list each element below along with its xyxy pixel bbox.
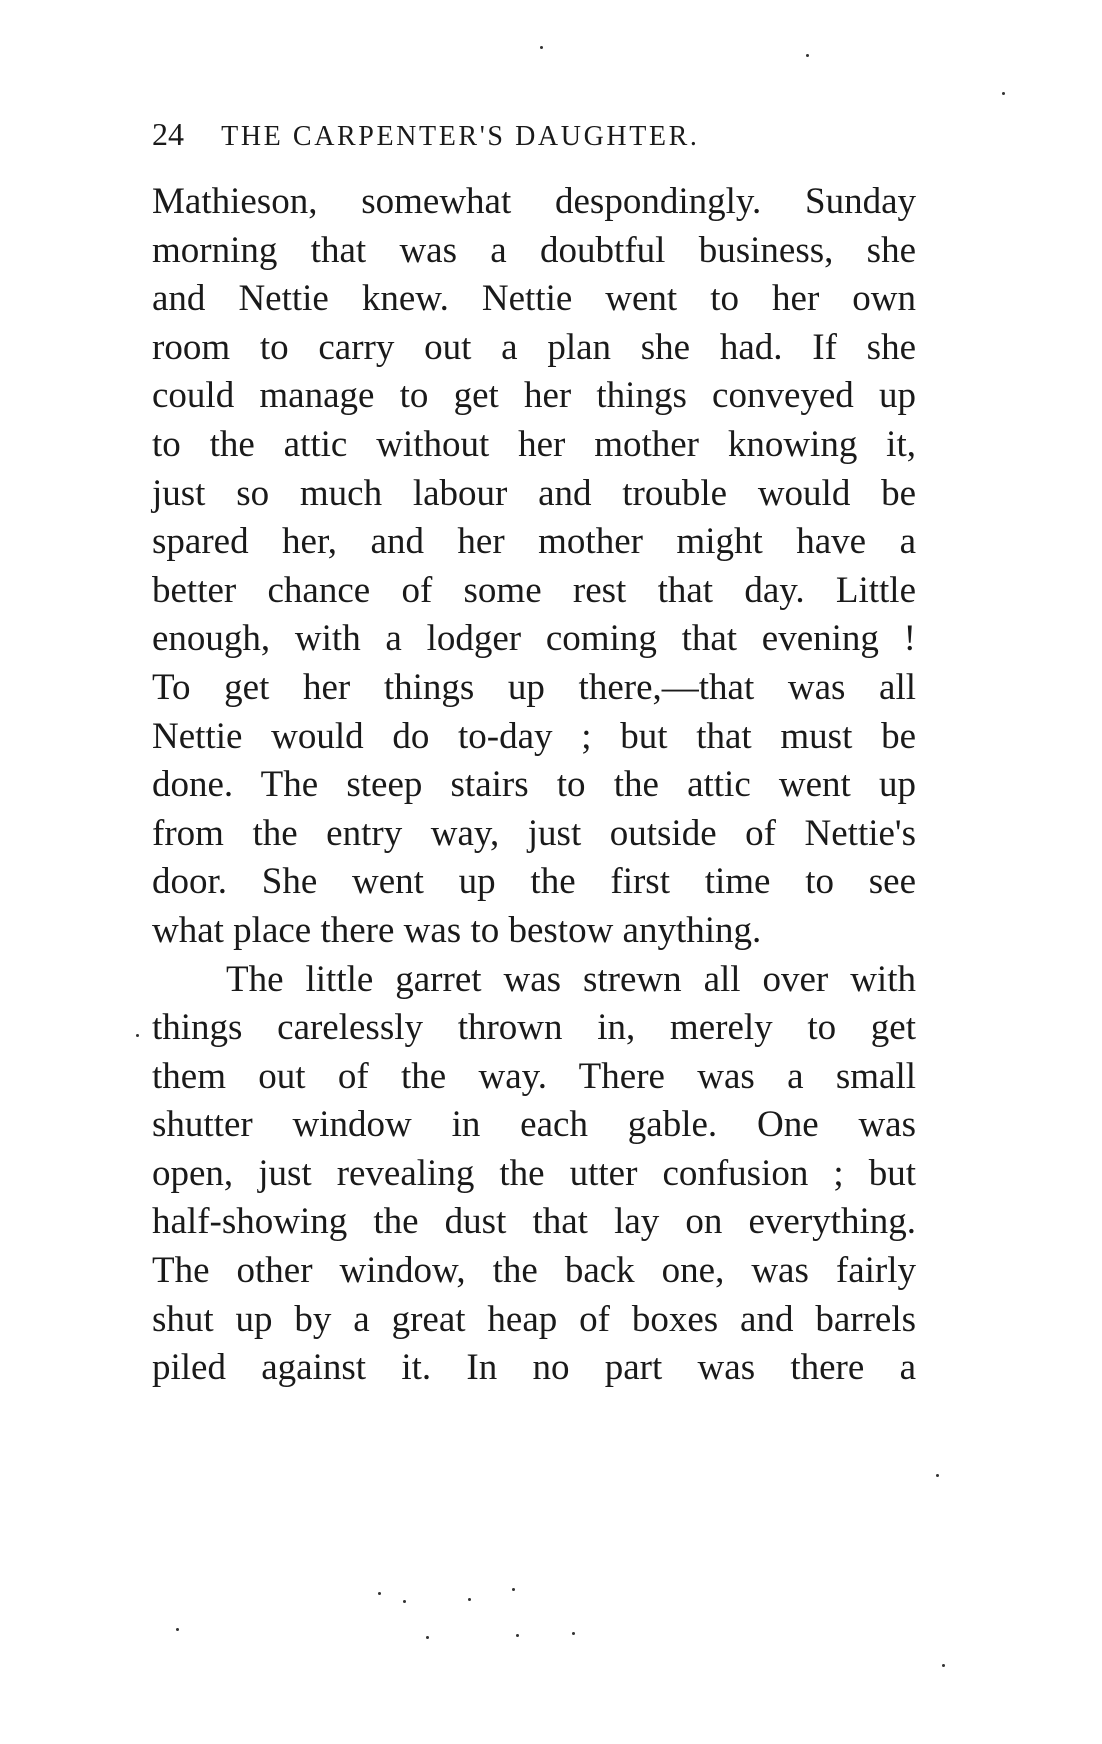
scan-speck	[426, 1636, 429, 1639]
text-line: what place there was to bestow anything.	[152, 909, 762, 951]
text-line: things carelessly thrown in, merely to get	[152, 1007, 916, 1049]
scan-speck	[942, 1664, 945, 1667]
scan-speck	[468, 1598, 471, 1601]
running-head	[152, 116, 912, 160]
body-text	[152, 178, 916, 1393]
scan-speck	[572, 1632, 575, 1635]
text-line: to the attic without her mother knowing it,	[152, 423, 916, 465]
text-line: piled against it. In no part was there a	[152, 1347, 916, 1389]
text-line: room to carry out a plan she had. If she	[152, 326, 916, 368]
text-line: open, just revealing the utter confusion ; but	[152, 1152, 916, 1194]
text-line: could manage to get her things conveyed up	[152, 375, 916, 417]
text-line: just so much labour and trouble would be	[152, 472, 916, 514]
text-line: spared her, and her mother might have a	[152, 521, 916, 563]
text-line: half-showing the dust that lay on everything.	[152, 1201, 916, 1243]
text-line: The other window, the back one, was fairly	[152, 1250, 916, 1292]
text-line: door. She went up the first time to see	[152, 861, 916, 903]
text-line: Mathieson, somewhat despondingly. Sunday	[152, 181, 916, 222]
scan-speck	[378, 1592, 381, 1595]
scan-speck	[936, 1474, 939, 1477]
running-title: THE CARPENTER'S DAUGHTER.	[221, 121, 700, 152]
page-number: 24	[152, 116, 184, 152]
paragraph-start-line: The little garret was strewn all over with	[226, 958, 916, 1000]
text-line: morning that was a doubtful business, she	[152, 229, 916, 271]
text-line: Nettie would do to-day ; but that must be	[152, 715, 916, 757]
text-line: from the entry way, just outside of Nettie's	[152, 812, 916, 854]
scan-speck	[516, 1634, 519, 1637]
scan-speck	[540, 46, 543, 49]
scan-speck	[806, 54, 809, 57]
scan-speck	[512, 1588, 515, 1591]
scan-speck	[136, 1034, 139, 1037]
text-line: done. The steep stairs to the attic went up	[152, 764, 916, 806]
text-line: and Nettie knew. Nettie went to her own	[152, 278, 916, 320]
scan-speck	[176, 1628, 179, 1631]
text-line: enough, with a lodger coming that evening !	[152, 618, 916, 660]
scan-speck	[403, 1600, 406, 1603]
text-line: them out of the way. There was a small	[152, 1055, 916, 1097]
text-line: shutter window in each gable. One was	[152, 1104, 916, 1146]
text-line: better chance of some rest that day. Little	[152, 569, 916, 611]
text-line: To get her things up there,—that was all	[152, 666, 916, 708]
text-line: shut up by a great heap of boxes and barrels	[152, 1298, 916, 1340]
scan-speck	[1002, 92, 1005, 95]
